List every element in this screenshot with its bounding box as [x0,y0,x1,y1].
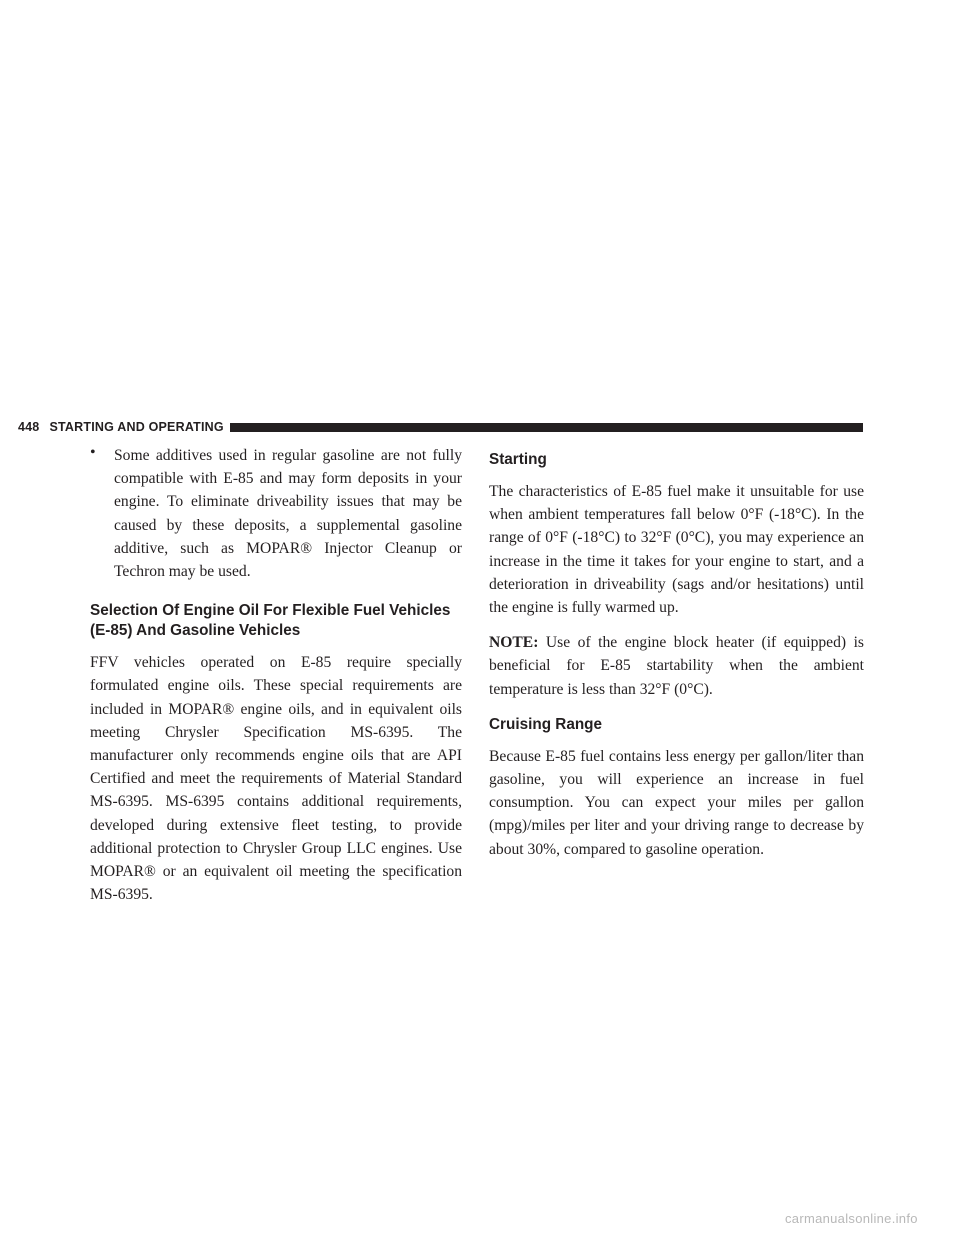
oil-heading-line-2: (E-85) And Gasoline Vehicles [90,622,301,640]
header-rule [230,423,863,432]
list-item [90,444,462,583]
section-title: STARTING AND OPERATING [49,420,224,434]
cruising-paragraph: Because E-85 fuel contains less energy per gallon/liter than gasoline, you will experience an increase in fuel consumption. You can expect your miles per gallon (mpg)/miles per liter and your driving range to decrease by about 30%, compared to gasoline operation. [489,747,864,858]
left-column [90,444,462,906]
note-paragraph [489,631,864,701]
note-label: NOTE: [489,634,539,652]
watermark: carmanualsonline.info [785,1211,918,1226]
oil-paragraph: FFV vehicles operated on E-85 require specially formulated engine oils. These special requirements are included in MOPAR® engine oils, and in equivalent oils meeting Chrysler Specification MS-6395. The manufacturer only recommends engine oils that are API Certified and meet the requirements of Material Standard MS-6395. MS-6395 contains additional requirements, developed during extensive fleet testing, to provide additional protection to Chrysler Group LLC engines. Use MOPAR® or an equivalent oil meeting the specification MS-6395. [90,654,462,904]
bullet-icon: • [90,444,96,461]
starting-heading: Starting [489,451,547,468]
bullet-text: Some additives used in regular gasoline are not fully compatible with E-85 and may form deposits in your engine. To eliminate driveability issues that may be caused by these deposits, a supplemental gasoline additive, such as MOPAR® Injector Cleanup or Techron may be used. [114,447,462,581]
right-column [489,444,864,861]
oil-heading [90,601,462,641]
page-header [18,419,863,435]
oil-heading-line-1: Selection Of Engine Oil For Flexible Fuel Vehicles [90,602,451,620]
note-text: Use of the engine block heater (if equipped) is beneficial for E-85 startability when the ambient temperature is less than 32°F (0°C). [489,634,864,698]
cruising-heading: Cruising Range [489,715,603,733]
page-number: 448 [18,420,40,434]
starting-paragraph: The characteristics of E-85 fuel make it unsuitable for use when ambient temperatures fall below 0°F (-18°C). In the range of 0°F (-18°C) to 32°F (0°C), you may experience an increase in the time it takes for your engine to start, and a deterioration in driveability (sags and/or hesitations) until the engine is fully warmed up. [489,483,864,617]
